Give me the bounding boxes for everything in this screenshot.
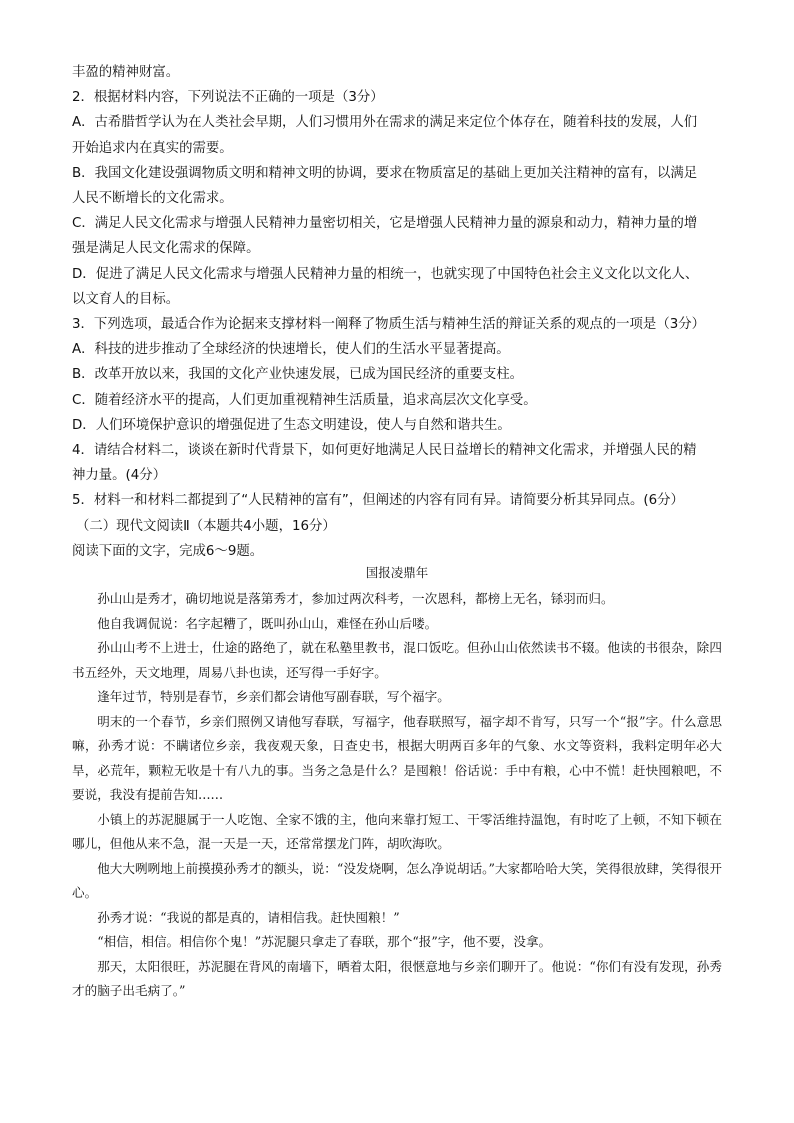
- question-2-stem: 2．根据材料内容，下列说法不正确的一项是（3分）: [72, 90, 384, 106]
- question-line: 4．请结合材料二，谈谈在新时代背景下，如何更好地满足人民日益增长的精神文化需求，并增强人民的精: [72, 443, 697, 459]
- question-5: 5．材料一和材料二都提到了“人民精神的富有”，但阐述的内容有同有异。请简要分析其异同点。(6分）: [72, 493, 684, 509]
- story-title: 国报凌鼎年: [365, 565, 429, 580]
- question-3-option-c: C．随着经济水平的提高，人们更加重视精神生活质量，追求高层次文化享受。: [72, 392, 537, 408]
- option-line: B．我国文化建设强调物质文明和精神文明的协调，要求在物质富足的基础上更加关注精神的富有，以满足: [72, 165, 698, 181]
- option-line: 以文育人的目标。: [72, 291, 180, 307]
- option-line: D．促进了满足人民文化需求与增强人民精神力量的相统一，也就实现了中国特色社会主义文化以文化人、: [72, 266, 699, 282]
- story-paragraph: 那天，太阳很旺，苏泥腿在背风的南墙下，晒着太阳，很惬意地与乡亲们聊开了。他说：“你们有没有发现，孙秀才的脑子出毛病了。”: [72, 958, 722, 998]
- question-2-option-b: [72, 161, 732, 211]
- question-2-option-d: [72, 262, 732, 312]
- story-paragraph: 孙秀才说：“我说的都是真的，请相信我。赶快囤粮！”: [97, 909, 400, 925]
- question-3-stem: 3．下列选项，最适合作为论据来支撑材料一阐释了物质生活与精神生活的辩证关系的观点的一项是（3分）: [72, 317, 706, 333]
- questions-section: [72, 60, 732, 564]
- option-line: A．古希腊哲学认为在人类社会早期，人们习惯用外在需求的满足来定位个体存在，随着科技的发展，人们: [72, 115, 698, 131]
- story-paragraph: 明末的一个春节，乡亲们照例又请他写春联，写福字，他春联照写，福字却不肯写，只写一个“报”字。什么意思嘛，孙秀才说：不瞒诸位乡亲，我夜观天象，日查史书，根据大明两百多年的气象、水文等资料，我料定明年必大旱，必荒年，颗粒无收是十有八九的事。当务之急是什么？是囤粮！俗话说：手中有粮，心中不慌！赶快囤粮吧，不要说，我没有提前告知……: [72, 713, 722, 802]
- question-3-option-b: B．改革开放以来，我国的文化产业快速发展，已成为国民经济的重要支柱。: [72, 367, 524, 383]
- story-paragraph: 逢年过节，特别是春节，乡亲们都会请他写副春联，写个福字。: [97, 689, 450, 704]
- story-paragraph: “相信，相信。相信你个鬼！”苏泥腿只拿走了春联，那个“报”字，他不要，没拿。: [97, 934, 552, 949]
- question-3-option-a: A．科技的进步推动了全球经济的快速增长，使人们的生活水平显著提高。: [72, 342, 510, 358]
- option-line: 开始追求内在真实的需要。: [72, 140, 233, 156]
- question-4: [72, 438, 732, 488]
- option-line: C．满足人民文化需求与增强人民精神力量密切相关，它是增强人民精神力量的源泉和动力，精神力量的增: [72, 216, 698, 232]
- story-paragraph: 孙山山考不上进士，仕途的路绝了，就在私塾里教书，混口饭吃。但孙山山依然读书不辍。他读的书很杂，除四书五经外，天文地理，周易八卦也读，还写得一手好字。: [72, 640, 722, 680]
- question-2-option-c: [72, 211, 732, 261]
- story-paragraph: 孙山山是秀才，确切地说是落第秀才，参加过两次科考，一次恩科，都榜上无名，铩羽而归。: [97, 591, 614, 606]
- question-2-option-a: [72, 110, 732, 160]
- material-closing-line: 丰盈的精神财富。: [72, 65, 180, 80]
- question-line: 神力量。(4分）: [72, 468, 167, 484]
- story-paragraph: 小镇上的苏泥腿属于一人吃饱、全家不饿的主，他向来靠打短工、干零活维持温饱，有时吃了上顿，不知下顿在哪儿，但他从来不急，混一天是一天，还常常摆龙门阵，胡吹海吹。: [72, 811, 722, 851]
- option-line: 人民不断增长的文化需求。: [72, 191, 233, 207]
- reading-instruction: 阅读下面的文字，完成6～9题。: [72, 543, 264, 559]
- section-heading: （二）现代文阅读Ⅱ（本题共4小题，16分）: [76, 518, 336, 534]
- question-3-option-d: D．人们环境保护意识的增强促进了生态文明建设，使人与自然和谐共生。: [72, 417, 511, 433]
- option-line: 强是满足人民文化需求的保障。: [72, 241, 260, 257]
- story-body: [72, 587, 722, 1004]
- story-paragraph: 他自我调侃说：名字起糟了，既叫孙山山，难怪在孙山后喽。: [97, 615, 438, 631]
- story-paragraph: 他大大咧咧地上前摸摸孙秀才的额头，说：“没发烧啊，怎么净说胡话。”大家都哈哈大笑，笑得很放肆，笑得很开心。: [72, 860, 722, 900]
